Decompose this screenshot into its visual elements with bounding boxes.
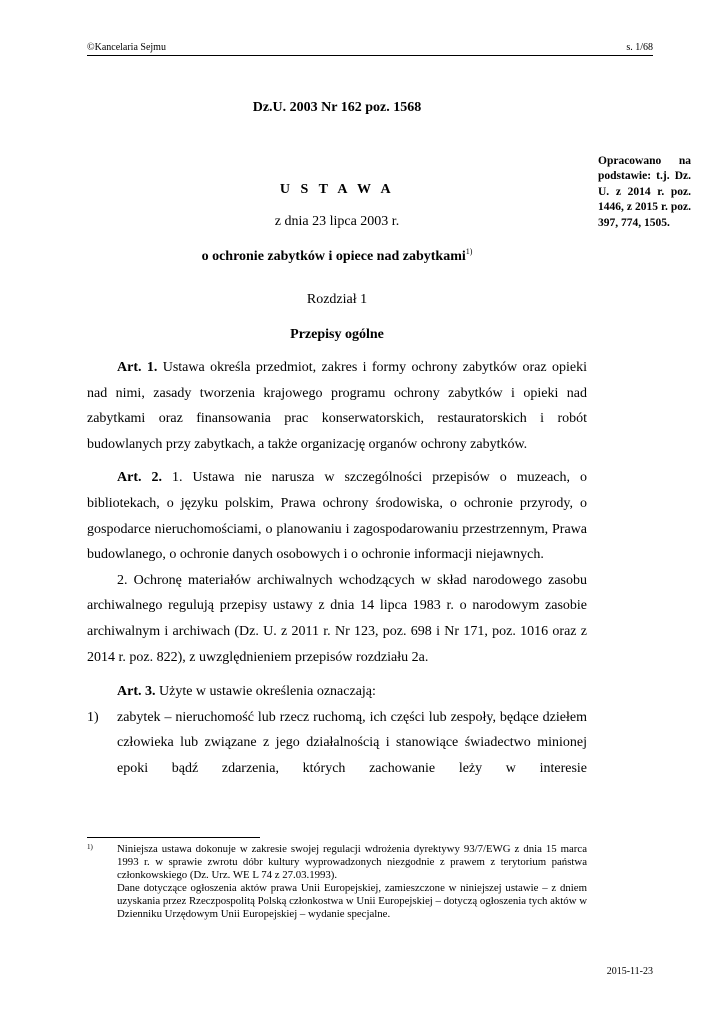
article-2-para-1 bbox=[87, 465, 587, 567]
article-3-intro bbox=[87, 679, 587, 705]
footnote-ref[interactable]: 1) bbox=[465, 247, 473, 256]
article-1-text: Ustawa określa przedmiot, zakres i formy ochrony zabytków oraz opieki nad nimi, zasady tworzenia krajowego programu ochrony zabytków i opieki nad zabytkami oraz finansowania prac konserwatorskich, restauratorskich i robót budowlanych przy zabytkach, a także organizację organów ochrony zabytków. bbox=[87, 360, 587, 452]
act-title bbox=[87, 247, 587, 265]
article-3-label: Art. 3. bbox=[117, 684, 156, 700]
article-2-label: Art. 2. bbox=[117, 470, 162, 486]
article-3-intro-text: Użyte w ustawie określenia oznaczają: bbox=[155, 684, 376, 700]
footnote-divider bbox=[87, 837, 260, 838]
header-publisher: ©Kancelaria Sejmu bbox=[87, 42, 166, 53]
article-2-para-2: 2. Ochronę materiałów archiwalnych wchodzących w skład narodowego zasobu archiwalnego regulują przepisy ustawy z dnia 14 lipca 1983 r. o narodowym zasobie archiwalnym i archiwach (Dz. U. z 2011 r. Nr 123, poz. 698 i Nr 171, poz. 1016 oraz z 2014 r. poz. 822), z uwzględnieniem przepisów rozdziału 2a. bbox=[87, 572, 587, 665]
act-body bbox=[87, 355, 587, 782]
item-text: zabytek – nieruchomość lub rzecz ruchomą, ich części lub zespoły, będące dziełem człowieka lub związane z jego działalnością i stanowiące świadectwo minionej epoki bądź zdarzenia, których zachowanie leży w interesie bbox=[117, 709, 587, 776]
article-1 bbox=[87, 355, 587, 457]
page-number: s. 1/68 bbox=[626, 42, 653, 53]
article-2-para-1-text: 1. Ustawa nie narusza w szczególności przepisów o muzeach, o bibliotekach, o języku polskim, Prawa ochrony środowiska, o ochronie przyrody, o gospodarce nieruchomościami, o planowaniu i zagospodarowaniu przestrzennym, Prawa budowlanego, o ochronie danych osobowych i o ochronie informacji niejawnych. bbox=[87, 470, 587, 563]
act-title-text: o ochronie zabytków i opiece nad zabytkami bbox=[201, 249, 466, 264]
journal-reference: Dz.U. 2003 Nr 162 poz. 1568 bbox=[252, 100, 422, 115]
footnote-body bbox=[117, 843, 587, 921]
article-1-label: Art. 1. bbox=[117, 360, 158, 375]
chapter-title: Przepisy ogólne bbox=[290, 327, 384, 342]
chapter-number: Rozdział 1 bbox=[306, 292, 368, 307]
consolidation-note: Opracowano na podstawie: t.j. Dz. U. z 2014 r. poz. 1446, z 2015 r. poz. 397, 774, 1505. bbox=[598, 155, 691, 229]
act-type-heading: U S T A W A bbox=[279, 182, 395, 197]
article-3-item-1 bbox=[87, 705, 587, 782]
footnote-line-1: Niniejsza ustawa dokonuje w zakresie swojej regulacji wdrożenia dyrektywy 93/7/EWG z dnia 15 marca 1993 r. w sprawie zwrotu dóbr kultury wyprowadzonych niezgodnie z prawem z terytorium państwa członkowskiego (Dz. Urz. WE L 74 z 27.03.1993). bbox=[117, 843, 587, 881]
footnote bbox=[87, 843, 587, 921]
footer-date: 2015-11-23 bbox=[606, 966, 653, 977]
act-date: z dnia 23 lipca 2003 r. bbox=[274, 214, 400, 229]
footnote-mark: 1) bbox=[87, 843, 93, 851]
item-number: 1) bbox=[87, 709, 99, 725]
header-divider bbox=[87, 55, 653, 56]
footnote-line-2: Dane dotyczące ogłoszenia aktów prawa Unii Europejskiej, zamieszczone w niniejszej ustawie – z dniem uzyskania przez Rzeczpospolitą Polską członkostwa w Unii Europejskiej – dotyczą ogłoszenia tych aktów w Dzienniku Urzędowym Unii Europejskiej – wydanie specjalne. bbox=[117, 882, 587, 920]
